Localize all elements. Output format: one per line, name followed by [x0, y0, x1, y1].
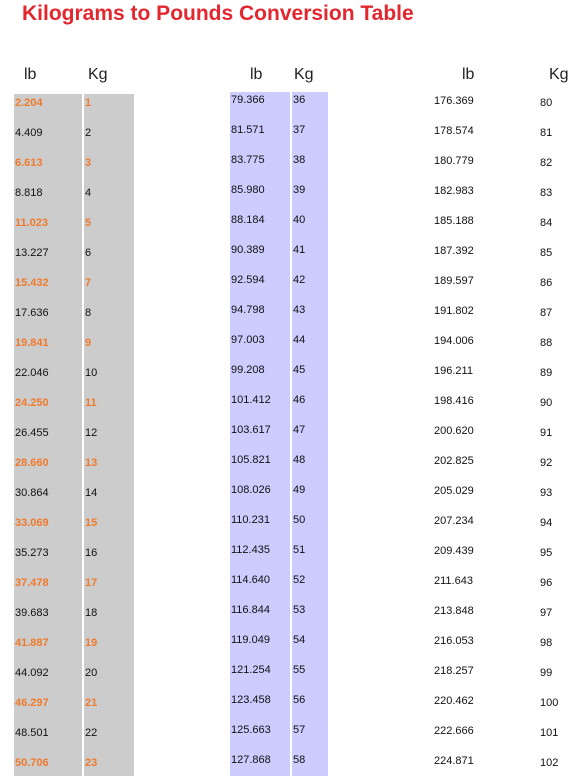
lb-value: 196.211	[434, 365, 473, 377]
kg-value: 2	[85, 127, 92, 139]
lb-value: 211.643	[434, 575, 473, 587]
lb-value: 22.046	[15, 367, 49, 379]
lb-value: 81.571	[231, 124, 265, 136]
lb-value: 127.868	[231, 754, 271, 766]
kg-value: 83	[540, 187, 553, 199]
kg-value: 88	[540, 337, 553, 349]
kg-value: 52	[293, 574, 306, 586]
kg-value: 45	[293, 364, 306, 376]
lb-value: 187.392	[434, 245, 474, 257]
col3-lb-header: lb	[462, 66, 475, 83]
kg-value: 36	[293, 94, 306, 106]
lb-value: 220.462	[434, 695, 474, 707]
kg-value: 4	[85, 187, 92, 199]
kg-value: 95	[540, 547, 553, 559]
kg-value: 17	[85, 577, 98, 589]
lb-value: 123.458	[231, 694, 271, 706]
col1-kg-header: Kg	[88, 66, 108, 83]
lb-value: 79.366	[231, 94, 265, 106]
lb-value: 94.798	[231, 304, 265, 316]
lb-value: 17.636	[15, 307, 49, 319]
kg-value: 10	[85, 367, 98, 379]
lb-value: 33.069	[15, 517, 49, 529]
kg-value: 90	[540, 397, 553, 409]
kg-value: 3	[85, 157, 92, 169]
kg-value: 16	[85, 547, 98, 559]
lb-value: 37.478	[15, 577, 49, 589]
kg-value: 23	[85, 757, 98, 769]
lb-value: 50.706	[15, 757, 49, 769]
lb-value: 46.297	[15, 697, 49, 709]
kg-value: 14	[85, 487, 98, 499]
lb-value: 218.257	[434, 665, 474, 677]
kg-value: 94	[540, 517, 553, 529]
lb-value: 112.435	[231, 544, 270, 556]
kg-value: 7	[85, 277, 92, 289]
lb-value: 11.023	[15, 217, 49, 229]
kg-value: 22	[85, 727, 98, 739]
kg-value: 43	[293, 304, 306, 316]
lb-value: 178.574	[434, 125, 474, 137]
kg-value: 81	[540, 127, 553, 139]
kg-value: 40	[293, 214, 306, 226]
lb-value: 30.864	[15, 487, 49, 499]
lb-value: 99.208	[231, 364, 265, 376]
lb-value: 222.666	[434, 725, 474, 737]
kg-value: 97	[540, 607, 553, 619]
kg-value: 5	[85, 217, 92, 229]
lb-value: 198.416	[434, 395, 474, 407]
kg-value: 47	[293, 424, 306, 436]
col1-lb-header: lb	[24, 66, 37, 83]
kg-value: 11	[85, 397, 97, 409]
kg-value: 99	[540, 667, 553, 679]
lb-value: 48.501	[15, 727, 49, 739]
lb-value: 200.620	[434, 425, 474, 437]
lb-value: 194.006	[434, 335, 474, 347]
kg-value: 48	[293, 454, 306, 466]
lb-value: 216.053	[434, 635, 474, 647]
kg-value: 18	[85, 607, 98, 619]
lb-value: 101.412	[231, 394, 271, 406]
lb-value: 209.439	[434, 545, 474, 557]
lb-value: 176.369	[434, 95, 474, 107]
lb-value: 185.188	[434, 215, 474, 227]
lb-value: 205.029	[434, 485, 474, 497]
lb-value: 114.640	[231, 574, 270, 586]
kg-value: 19	[85, 637, 98, 649]
kg-value: 21	[85, 697, 98, 709]
kg-value: 80	[540, 97, 553, 109]
lb-value: 83.775	[231, 154, 265, 166]
lb-value: 189.597	[434, 275, 474, 287]
lb-value: 28.660	[15, 457, 49, 469]
kg-value: 91	[540, 427, 553, 439]
lb-value: 224.871	[434, 755, 474, 767]
kg-value: 96	[540, 577, 553, 589]
kg-value: 92	[540, 457, 553, 469]
lb-value: 92.594	[231, 274, 265, 286]
kg-value: 15	[85, 517, 98, 529]
kg-value: 46	[293, 394, 306, 406]
kg-value: 54	[293, 634, 306, 646]
lb-value: 26.455	[15, 427, 49, 439]
lb-value: 105.821	[231, 454, 271, 466]
lb-value: 35.273	[15, 547, 49, 559]
kg-value: 41	[293, 244, 306, 256]
lb-value: 116.844	[231, 604, 270, 616]
lb-value: 44.092	[15, 667, 49, 679]
lb-value: 191.802	[434, 305, 474, 317]
lb-value: 125.663	[231, 724, 271, 736]
kg-value: 84	[540, 217, 553, 229]
lb-value: 39.683	[15, 607, 49, 619]
page-title: Kilograms to Pounds Conversion Table	[22, 2, 414, 25]
kg-value: 53	[293, 604, 306, 616]
kg-value: 6	[85, 247, 92, 259]
kg-value: 102	[540, 757, 559, 769]
kg-value: 44	[293, 334, 306, 346]
kg-value: 85	[540, 247, 553, 259]
col3-kg-header: Kg	[549, 66, 569, 83]
lb-value: 202.825	[434, 455, 474, 467]
kg-value: 101	[540, 727, 559, 739]
lb-value: 6.613	[15, 157, 43, 169]
kg-value: 58	[293, 754, 306, 766]
kg-value: 49	[293, 484, 306, 496]
lb-value: 88.184	[231, 214, 265, 226]
kg-value: 56	[293, 694, 306, 706]
lb-value: 213.848	[434, 605, 474, 617]
kg-value: 86	[540, 277, 553, 289]
lb-value: 13.227	[15, 247, 49, 259]
lb-value: 182.983	[434, 185, 474, 197]
lb-value: 85.980	[231, 184, 265, 196]
lb-value: 15.432	[15, 277, 49, 289]
lb-value: 121.254	[231, 664, 271, 676]
kg-value: 37	[293, 124, 306, 136]
kg-value: 9	[85, 337, 92, 349]
kg-value: 82	[540, 157, 553, 169]
kg-value: 20	[85, 667, 98, 679]
lb-value: 97.003	[231, 334, 265, 346]
kg-value: 51	[293, 544, 306, 556]
lb-value: 90.389	[231, 244, 265, 256]
lb-value: 103.617	[231, 424, 271, 436]
lb-value: 19.841	[15, 337, 49, 349]
kg-value: 12	[85, 427, 98, 439]
lb-value: 108.026	[231, 484, 271, 496]
kg-value: 38	[293, 154, 306, 166]
lb-value: 2.204	[15, 97, 43, 109]
kg-value: 55	[293, 664, 306, 676]
col2-kg-header: Kg	[294, 66, 314, 83]
lb-value: 4.409	[15, 127, 43, 139]
kg-value: 93	[540, 487, 553, 499]
kg-value: 39	[293, 184, 306, 196]
kg-value: 50	[293, 514, 306, 526]
kg-value: 42	[293, 274, 306, 286]
kg-value: 57	[293, 724, 306, 736]
lb-value: 41.887	[15, 637, 49, 649]
kg-value: 98	[540, 637, 553, 649]
lb-value: 8.818	[15, 187, 43, 199]
lb-value: 207.234	[434, 515, 474, 527]
kg-value: 100	[540, 697, 559, 709]
kg-value: 13	[85, 457, 98, 469]
kg-value: 89	[540, 367, 553, 379]
kg-value: 87	[540, 307, 553, 319]
kg-value: 8	[85, 307, 92, 319]
col2-lb-header: lb	[250, 66, 263, 83]
lb-value: 110.231	[231, 514, 270, 526]
kg-value: 1	[85, 97, 92, 109]
lb-value: 119.049	[231, 634, 270, 646]
lb-value: 180.779	[434, 155, 474, 167]
lb-value: 24.250	[15, 397, 49, 409]
